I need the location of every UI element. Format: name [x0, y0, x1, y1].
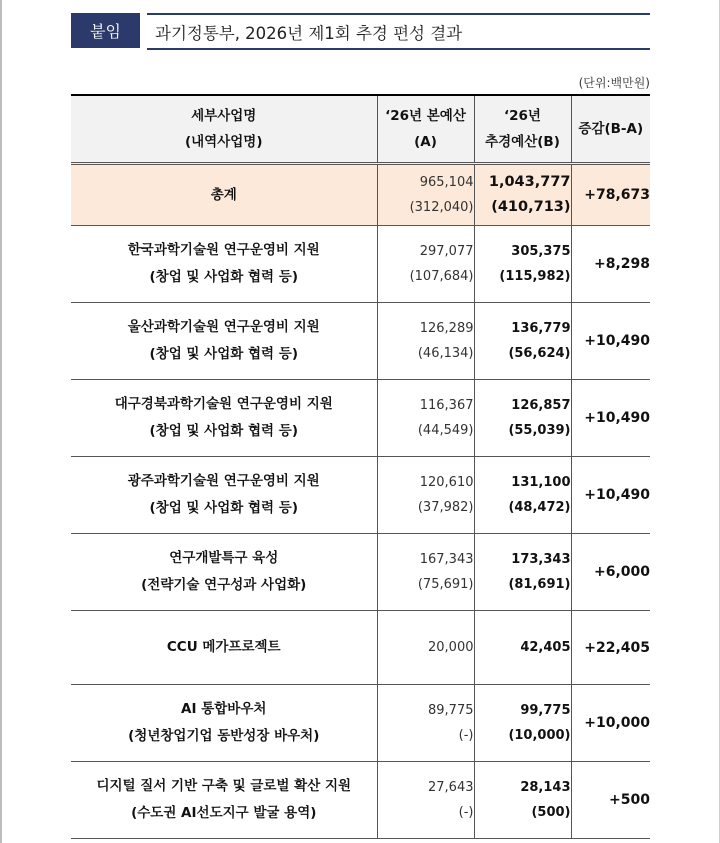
table-row: [71, 611, 650, 685]
change-value: +10,490: [571, 457, 650, 534]
change-value: +22,405: [571, 611, 650, 685]
sub-business-name: (창업 및 사업화 협력 등): [149, 269, 298, 285]
supplementary-budget-cell: [474, 226, 571, 303]
column-header-supp-line1: ‘26년: [504, 108, 541, 124]
business-name: AI 통합바우처: [181, 701, 267, 717]
base-budget-value: 20,000: [428, 640, 474, 655]
supplementary-budget-cell: [474, 380, 571, 457]
table-row-total: [71, 164, 650, 226]
base-budget-value: 116,367: [419, 398, 474, 413]
base-budget-value: 965,104: [419, 175, 474, 190]
page-edge-left: [0, 0, 2, 843]
sub-business-name: (수도권 AI선도지구 발굴 용역): [131, 805, 317, 821]
supplementary-budget-value: 136,779: [511, 321, 571, 336]
supplementary-budget-value: 42,405: [520, 640, 571, 655]
business-name-cell: [71, 303, 377, 380]
business-name: 총계: [210, 186, 237, 203]
business-name: 대구경북과학기술원 연구운영비 지원: [114, 396, 333, 412]
column-header-base: [377, 95, 474, 164]
base-budget-sub-value: (107,684): [409, 269, 474, 284]
business-name: 연구개발특구 육성: [169, 550, 279, 566]
business-name-cell: [71, 534, 377, 611]
supplementary-budget-value: 173,343: [511, 552, 571, 567]
business-name: 한국과학기술원 연구운영비 지원: [127, 242, 320, 258]
business-name-cell: [71, 164, 377, 226]
base-budget-value: 126,289: [419, 321, 474, 336]
column-header-supp-line2: 추경예산(B): [485, 134, 560, 150]
table-row: [71, 380, 650, 457]
supplementary-budget-cell: [474, 164, 571, 226]
budget-table: [71, 94, 650, 839]
change-value: +10,490: [571, 380, 650, 457]
change-value: +6,000: [571, 534, 650, 611]
base-budget-cell: [377, 380, 474, 457]
supplementary-budget-value: 305,375: [511, 244, 571, 259]
base-budget-value: 167,343: [419, 552, 474, 567]
supplementary-budget-sub-value: (410,713): [491, 199, 571, 215]
base-budget-sub-value: (37,982): [417, 500, 474, 515]
business-name-cell: [71, 685, 377, 762]
base-budget-sub-value: (75,691): [417, 577, 474, 592]
supplementary-budget-sub-value: (10,000): [508, 728, 571, 743]
table-row: [71, 534, 650, 611]
base-budget-cell: [377, 685, 474, 762]
supplementary-budget-value: 1,043,777: [488, 174, 571, 190]
business-name-cell: [71, 762, 377, 839]
column-header-base-line1: ‘26년 본예산: [385, 108, 466, 124]
supplementary-budget-value: 28,143: [520, 780, 571, 795]
supplementary-budget-cell: [474, 762, 571, 839]
column-header-name: [71, 95, 377, 164]
supplementary-budget-sub-value: (56,624): [508, 346, 571, 361]
business-name: 울산과학기술원 연구운영비 지원: [127, 319, 320, 335]
column-header-diff: 증감(B-A): [571, 95, 650, 164]
business-name: 디지털 질서 기반 구축 및 글로벌 확산 지원: [96, 778, 352, 794]
base-budget-sub-value: (44,549): [417, 423, 474, 438]
column-header-name-line1: 세부사업명: [191, 108, 257, 124]
supplementary-budget-cell: [474, 457, 571, 534]
sub-business-name: (청년창업기업 동반성장 바우처): [128, 728, 320, 744]
base-budget-sub-value: (-): [458, 728, 474, 743]
change-value: +78,673: [571, 164, 650, 226]
change-value: +500: [571, 762, 650, 839]
supplementary-budget-cell: [474, 685, 571, 762]
table-row: [71, 685, 650, 762]
base-budget-value: 297,077: [419, 244, 474, 259]
base-budget-cell: [377, 457, 474, 534]
supplementary-budget-sub-value: (500): [531, 805, 571, 820]
change-value: +10,490: [571, 303, 650, 380]
sub-business-name: (창업 및 사업화 협력 등): [149, 500, 298, 516]
supplementary-budget-cell: [474, 611, 571, 685]
sub-business-name: (전략기술 연구성과 사업화): [141, 577, 307, 593]
column-header-base-line2: (A): [414, 134, 437, 150]
column-header-name-line2: (내역사업명): [184, 134, 263, 150]
base-budget-sub-value: (312,040): [409, 200, 474, 215]
business-name-cell: [71, 226, 377, 303]
column-header-supp: [474, 95, 571, 164]
supplementary-budget-sub-value: (115,982): [499, 269, 571, 284]
table-row: [71, 226, 650, 303]
base-budget-value: 27,643: [428, 780, 474, 795]
supplementary-budget-cell: [474, 534, 571, 611]
sub-business-name: (창업 및 사업화 협력 등): [149, 423, 298, 439]
change-value: +10,000: [571, 685, 650, 762]
base-budget-cell: [377, 303, 474, 380]
supplementary-budget-value: 126,857: [511, 398, 571, 413]
base-budget-cell: [377, 611, 474, 685]
base-budget-value: 120,610: [419, 475, 474, 490]
document-title: 과기정통부, 2026년 제1회 추경 편성 결과: [147, 13, 650, 50]
supplementary-budget-sub-value: (81,691): [508, 577, 571, 592]
base-budget-sub-value: (46,134): [417, 346, 474, 361]
business-name-cell: [71, 457, 377, 534]
base-budget-cell: [377, 164, 474, 226]
supplementary-budget-value: 99,775: [520, 703, 571, 718]
change-value: +8,298: [571, 226, 650, 303]
business-name: CCU 메가프로젝트: [166, 639, 281, 655]
base-budget-value: 89,775: [428, 703, 474, 718]
business-name-cell: [71, 380, 377, 457]
base-budget-cell: [377, 762, 474, 839]
table-row: [71, 303, 650, 380]
supplementary-budget-value: 131,100: [511, 475, 571, 490]
document-header: [71, 13, 650, 49]
table-row: [71, 762, 650, 839]
base-budget-sub-value: (-): [458, 805, 474, 820]
unit-label: (단위:백만원): [578, 76, 650, 90]
sub-business-name: (창업 및 사업화 협력 등): [149, 346, 298, 362]
base-budget-cell: [377, 534, 474, 611]
base-budget-cell: [377, 226, 474, 303]
supplementary-budget-cell: [474, 303, 571, 380]
business-name-cell: [71, 611, 377, 685]
table-row: [71, 457, 650, 534]
business-name: 광주과학기술원 연구운영비 지원: [127, 473, 320, 489]
attachment-badge: 붙임: [71, 13, 140, 48]
supplementary-budget-sub-value: (55,039): [508, 423, 571, 438]
table-header-row: [71, 95, 650, 164]
supplementary-budget-sub-value: (48,472): [508, 500, 571, 515]
